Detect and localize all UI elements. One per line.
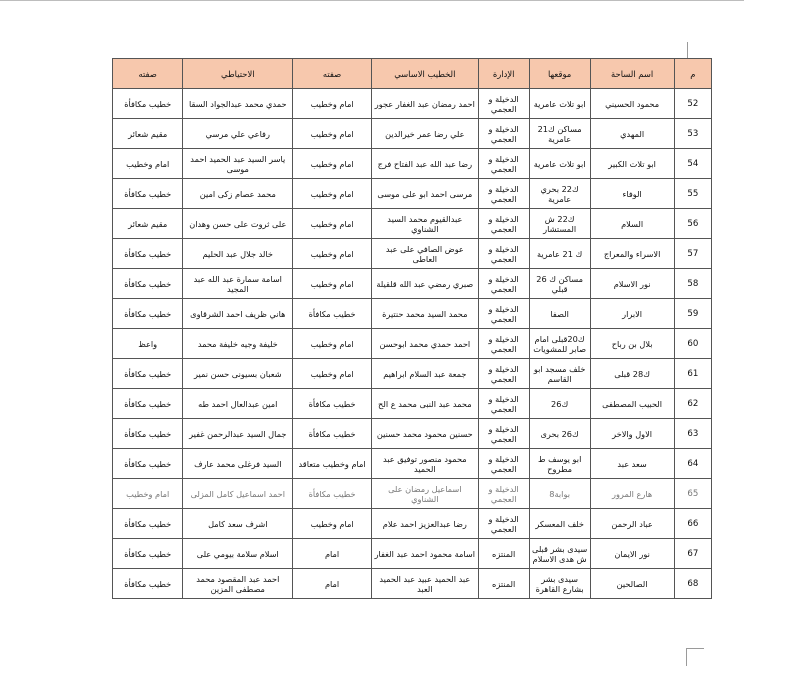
main-preacher-cell: عبد الحميد عبيد عبد الحميد العبد <box>372 569 479 599</box>
reserve-preacher-cell: حمدي محمد عبدالجواد السقا <box>183 89 293 119</box>
header-number: م <box>674 59 711 89</box>
location-cell: مساكن ك21 عامرية <box>529 119 590 149</box>
administration-cell: الدخيلة و العجمي <box>478 179 529 209</box>
main-role-cell: امام وخطيب <box>293 359 372 389</box>
reserve-role-cell: خطيب مكافأة <box>113 389 183 419</box>
main-role-cell: خطيب مكافأة <box>293 419 372 449</box>
location-cell: بوابة8 <box>529 479 590 509</box>
administration-cell: الدخيلة و العجمي <box>478 509 529 539</box>
table-row <box>113 539 712 569</box>
table-row <box>113 179 712 209</box>
location-cell: خلف المعسكر <box>529 509 590 539</box>
row-number-cell: 52 <box>674 89 711 119</box>
location-cell: الصفا <box>529 299 590 329</box>
location-cell: سيدى بشر بشارع القاهرة <box>529 569 590 599</box>
location-cell: مساكن ك 26 قبلي <box>529 269 590 299</box>
location-cell: ابو تلات عامرية <box>529 89 590 119</box>
mosque-name-cell: نور الايمان <box>590 539 674 569</box>
reserve-preacher-cell: خالد جلال عبد الحليم <box>183 239 293 269</box>
administration-cell: الدخيلة و العجمي <box>478 449 529 479</box>
reserve-role-cell: خطيب مكافأة <box>113 539 183 569</box>
location-cell: ابو يوسف ط مطروح <box>529 449 590 479</box>
location-cell: ك26 <box>529 389 590 419</box>
administration-cell: الدخيلة و العجمي <box>478 359 529 389</box>
table-row <box>113 149 712 179</box>
mosque-name-cell: السلام <box>590 209 674 239</box>
reserve-preacher-cell: امين عبدالعال احمد طه <box>183 389 293 419</box>
main-role-cell: امام وخطيب <box>293 149 372 179</box>
administration-cell: الدخيلة و العجمي <box>478 479 529 509</box>
row-number-cell: 65 <box>674 479 711 509</box>
row-number-cell: 63 <box>674 419 711 449</box>
reserve-role-cell: خطيب مكافأة <box>113 419 183 449</box>
page-top-rule <box>0 0 744 1</box>
mosque-name-cell: الصالحين <box>590 569 674 599</box>
reserve-preacher-cell: خليفة وجيه خليفة محمد <box>183 329 293 359</box>
reserve-preacher-cell: احمد عبد المقصود محمد مصطفى المزين <box>183 569 293 599</box>
mosque-name-cell: ك28 قبلى <box>590 359 674 389</box>
mosque-name-cell: بلال بن رباح <box>590 329 674 359</box>
location-cell: ابو تلات عامرية <box>529 149 590 179</box>
reserve-role-cell: خطيب مكافأة <box>113 89 183 119</box>
table-row <box>113 299 712 329</box>
location-cell: ك20قبلى امام صابر للمشويات <box>529 329 590 359</box>
reserve-preacher-cell: اسامة سمارة عبد الله عبد المجيد <box>183 269 293 299</box>
reserve-role-cell: امام وخطيب <box>113 479 183 509</box>
row-number-cell: 54 <box>674 149 711 179</box>
main-role-cell: امام وخطيب <box>293 119 372 149</box>
mosque-name-cell: محمود الحسيني <box>590 89 674 119</box>
location-cell: ك 21 عامرية <box>529 239 590 269</box>
table-row <box>113 89 712 119</box>
row-number-cell: 62 <box>674 389 711 419</box>
crop-mark-bottom-vertical <box>686 648 687 666</box>
reserve-role-cell: خطيب مكافأة <box>113 299 183 329</box>
main-role-cell: امام وخطيب <box>293 329 372 359</box>
main-role-cell: امام وخطيب <box>293 89 372 119</box>
administration-cell: الدخيلة و العجمي <box>478 119 529 149</box>
main-preacher-cell: محمد السيد محمد حنتيرة <box>372 299 479 329</box>
reserve-preacher-cell: اشرف سعد كامل <box>183 509 293 539</box>
table-header-row <box>113 59 712 89</box>
reserve-role-cell: خطيب مكافأة <box>113 359 183 389</box>
reserve-preacher-cell: جمال السيد عبدالرحمن غفير <box>183 419 293 449</box>
administration-cell: الدخيلة و العجمي <box>478 419 529 449</box>
mosque-name-cell: المهدي <box>590 119 674 149</box>
mosque-name-cell: سعد عبد <box>590 449 674 479</box>
table-row <box>113 269 712 299</box>
administration-cell: الدخيلة و العجمي <box>478 389 529 419</box>
row-number-cell: 60 <box>674 329 711 359</box>
mosque-name-cell: الحبيب المصطفى <box>590 389 674 419</box>
main-preacher-cell: عبدالقيوم محمد السيد الشناوي <box>372 209 479 239</box>
reserve-role-cell: مقيم شعائر <box>113 119 183 149</box>
reserve-preacher-cell: محمد عصام زكى امين <box>183 179 293 209</box>
reserve-role-cell: خطيب مكافأة <box>113 179 183 209</box>
table-row <box>113 569 712 599</box>
header-administration: الإدارة <box>478 59 529 89</box>
row-number-cell: 56 <box>674 209 711 239</box>
main-preacher-cell: احمد حمدي محمد ابوحسن <box>372 329 479 359</box>
administration-cell: الدخيلة و العجمي <box>478 299 529 329</box>
mosque-name-cell: نور الاسلام <box>590 269 674 299</box>
reserve-preacher-cell: احمد اسماعيل كامل المزلى <box>183 479 293 509</box>
mosque-name-cell: هارع المرور <box>590 479 674 509</box>
administration-cell: الدخيلة و العجمي <box>478 269 529 299</box>
row-number-cell: 67 <box>674 539 711 569</box>
main-role-cell: امام <box>293 539 372 569</box>
main-preacher-cell: احمد رمضان عبد الغفار عجور <box>372 89 479 119</box>
location-cell: ك26 بحرى <box>529 419 590 449</box>
reserve-role-cell: خطيب مكافأة <box>113 569 183 599</box>
row-number-cell: 59 <box>674 299 711 329</box>
table-row <box>113 389 712 419</box>
main-role-cell: امام وخطيب <box>293 509 372 539</box>
main-role-cell: امام وخطيب <box>293 269 372 299</box>
administration-cell: الدخيلة و العجمي <box>478 149 529 179</box>
mosque-name-cell: ابو تلات الكبير <box>590 149 674 179</box>
main-preacher-cell: جمعة عبد السلام ابراهيم <box>372 359 479 389</box>
main-preacher-cell: عوض الصافي على عبد العاطى <box>372 239 479 269</box>
main-role-cell: امام <box>293 569 372 599</box>
main-role-cell: امام وخطيب <box>293 209 372 239</box>
reserve-preacher-cell: رفاعي علي مرسي <box>183 119 293 149</box>
reserve-role-cell: خطيب مكافأة <box>113 269 183 299</box>
main-role-cell: خطيب مكافأة <box>293 299 372 329</box>
table-row <box>113 119 712 149</box>
location-cell: ك22 بحري عامرية <box>529 179 590 209</box>
main-preacher-cell: اسامة محمود احمد عبد الغفار <box>372 539 479 569</box>
main-role-cell: خطيب مكافأة <box>293 479 372 509</box>
reserve-preacher-cell: هاني ظريف احمد الشرقاوى <box>183 299 293 329</box>
administration-cell: الدخيلة و العجمي <box>478 209 529 239</box>
reserve-role-cell: خطيب مكافأة <box>113 239 183 269</box>
main-preacher-cell: حسنين محمود محمد حسنين <box>372 419 479 449</box>
main-preacher-cell: صبري رمضي عبد الله قلقيلة <box>372 269 479 299</box>
header-main-preacher: الخطيب الاساسي <box>372 59 479 89</box>
reserve-role-cell: امام وخطيب <box>113 149 183 179</box>
mosque-name-cell: الاسراء والمعراج <box>590 239 674 269</box>
table-row <box>113 359 712 389</box>
reserve-role-cell: خطيب مكافأة <box>113 509 183 539</box>
row-number-cell: 64 <box>674 449 711 479</box>
main-preacher-cell: مرسى احمد ابو على موسى <box>372 179 479 209</box>
location-cell: خلف مسجد ابو القاسم <box>529 359 590 389</box>
mosque-name-cell: الابرار <box>590 299 674 329</box>
main-role-cell: خطيب مكافأة <box>293 389 372 419</box>
reserve-role-cell: مقيم شعائر <box>113 209 183 239</box>
mosque-name-cell: الوفاء <box>590 179 674 209</box>
header-reserve-role: صفته <box>113 59 183 89</box>
mosque-name-cell: عباد الرحمن <box>590 509 674 539</box>
administration-cell: الدخيلة و العجمي <box>478 89 529 119</box>
row-number-cell: 68 <box>674 569 711 599</box>
location-cell: سيدى بشر قبلى ش هدى الاسلام <box>529 539 590 569</box>
reserve-role-cell: واعظ <box>113 329 183 359</box>
header-location: موقعها <box>529 59 590 89</box>
location-cell: ك22 ش المستشار <box>529 209 590 239</box>
crop-mark-bottom-horizontal <box>686 648 704 649</box>
header-reserve: الاحتياطي <box>183 59 293 89</box>
main-role-cell: امام وخطيب <box>293 179 372 209</box>
header-mosque-name: اسم الساحة <box>590 59 674 89</box>
main-preacher-cell: علي رضا عمر خيرالدين <box>372 119 479 149</box>
table-row <box>113 209 712 239</box>
main-role-cell: امام وخطيب <box>293 239 372 269</box>
mosques-table <box>112 58 712 599</box>
row-number-cell: 58 <box>674 269 711 299</box>
reserve-preacher-cell: السيد فرغلى محمد عارف <box>183 449 293 479</box>
row-number-cell: 66 <box>674 509 711 539</box>
table-row <box>113 329 712 359</box>
reserve-role-cell: خطيب مكافأة <box>113 449 183 479</box>
main-role-cell: امام وخطيب متعاقد <box>293 449 372 479</box>
administration-cell: الدخيلة و العجمي <box>478 239 529 269</box>
reserve-preacher-cell: اسلام سلامة بيومي على <box>183 539 293 569</box>
administration-cell: المنتزه <box>478 569 529 599</box>
administration-cell: المنتزه <box>478 539 529 569</box>
main-preacher-cell: رضا عبدالعزيز احمد علام <box>372 509 479 539</box>
table-row <box>113 479 712 509</box>
row-number-cell: 55 <box>674 179 711 209</box>
main-preacher-cell: محمود منصور توفيق عبد الحميد <box>372 449 479 479</box>
table-row <box>113 449 712 479</box>
row-number-cell: 57 <box>674 239 711 269</box>
reserve-preacher-cell: ياسر السيد عبد الحميد احمد موسى <box>183 149 293 179</box>
table-row <box>113 239 712 269</box>
reserve-preacher-cell: شعبان بسيونى حسن نمير <box>183 359 293 389</box>
row-number-cell: 61 <box>674 359 711 389</box>
main-preacher-cell: رضا عبد الله عبد الفتاح فرج <box>372 149 479 179</box>
administration-cell: الدخيلة و العجمي <box>478 329 529 359</box>
table-row <box>113 419 712 449</box>
row-number-cell: 53 <box>674 119 711 149</box>
mosque-name-cell: الاول والاخر <box>590 419 674 449</box>
main-preacher-cell: اسماعيل رمضان على الشناوي <box>372 479 479 509</box>
reserve-preacher-cell: على ثروت على حسن وهدان <box>183 209 293 239</box>
header-main-role: صفته <box>293 59 372 89</box>
main-preacher-cell: محمد عبد النبى محمد ع الح <box>372 389 479 419</box>
table-row <box>113 509 712 539</box>
